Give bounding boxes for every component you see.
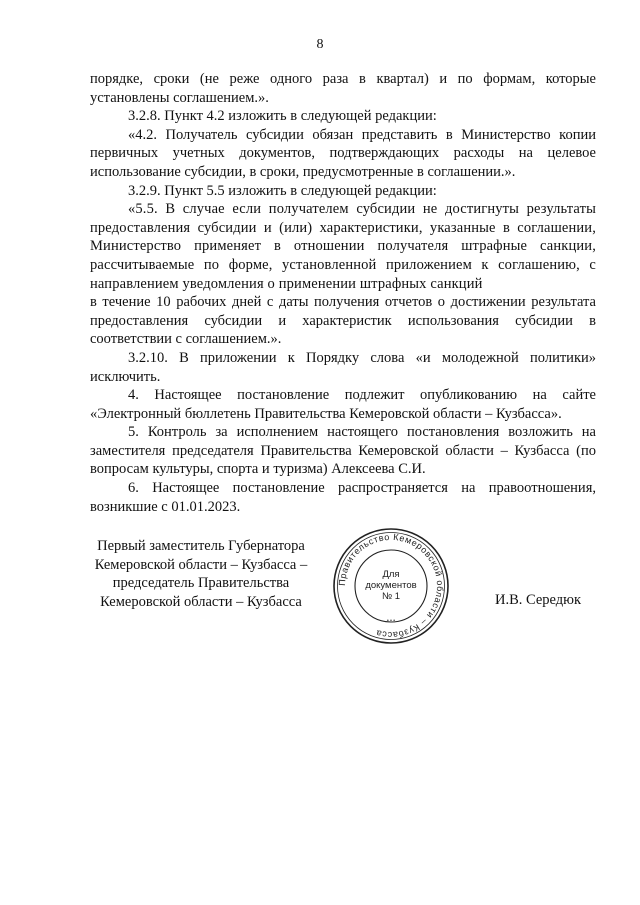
paragraph-3-2-8: 3.2.8. Пункт 4.2 изложить в следующей редакции: bbox=[128, 108, 437, 125]
stamp-center-line: Для bbox=[382, 569, 400, 580]
signatory-position-line: Кемеровской области – Кузбасса bbox=[100, 593, 302, 610]
paragraph-5-5-quote: «5.5. В случае если получателем субсидии не достигнуты результаты предоставления субсидии и (или) характеристики, указанные в соглашении, Министерство применяет в отношении получателя штрафные санкции, рассчитываемые по форме, установленной приложением к соглашению, с направлением уведомления о применении штрафных санкций bbox=[90, 201, 596, 292]
signatory-position bbox=[90, 537, 312, 611]
paragraph-5-5-quote-continued: в течение 10 рабочих дней с даты получения отчетов о достижении результата предоставления субсидии и характеристик использования субсидии в соответствии с соглашением.». bbox=[90, 294, 596, 348]
paragraph-3-2-9: 3.2.9. Пункт 5.5 изложить в следующей редакции: bbox=[128, 182, 437, 199]
stamp-ring-text: Правительство Кемеровской области – Кузбасса bbox=[336, 531, 446, 641]
page-number: 8 bbox=[316, 37, 324, 52]
document-body bbox=[90, 70, 596, 516]
signatory-name: И.В. Середюк bbox=[495, 592, 582, 608]
paragraph-5: 5. Контроль за исполнением настоящего постановления возложить на заместителя председателя Правительства Кемеровской области – Кузбасса (по вопросам культуры, спорта и туризма) Алексеева С.И. bbox=[90, 424, 596, 478]
paragraph-6: 6. Настоящее постановление распространяется на правоотношения, возникшие с 01.01.2023. bbox=[90, 480, 596, 515]
official-stamp bbox=[331, 526, 451, 646]
paragraph-3-2-10: 3.2.10. В приложении к Порядку слова «и молодежной политики» исключить. bbox=[90, 349, 596, 385]
paragraph-continuation: порядке, сроки (не реже одного раза в квартал) и по формам, которые установлены соглашением.». bbox=[90, 71, 596, 106]
signatory-position-line: Первый заместитель Губернатора bbox=[97, 538, 305, 554]
paragraph-4-2-quote: «4.2. Получатель субсидии обязан представить в Министерство копии первичных учетных документов, подтверждающих расходы на целевое использование субсидии, в сроки, предусмотренные в соглашении.». bbox=[90, 126, 596, 180]
stamp-center-line: документов bbox=[365, 580, 417, 591]
stamp-center-line: № 1 bbox=[381, 591, 401, 602]
paragraph-4: 4. Настоящее постановление подлежит опубликованию на сайте «Электронный бюллетень Правительства Кемеровской области – Кузбасса». bbox=[90, 387, 596, 422]
signatory-position-line: Кемеровской области – Кузбасса – bbox=[94, 556, 308, 573]
stamp-star-marks: • • • bbox=[386, 618, 396, 624]
signatory-position-line: председатель Правительства bbox=[112, 575, 290, 592]
